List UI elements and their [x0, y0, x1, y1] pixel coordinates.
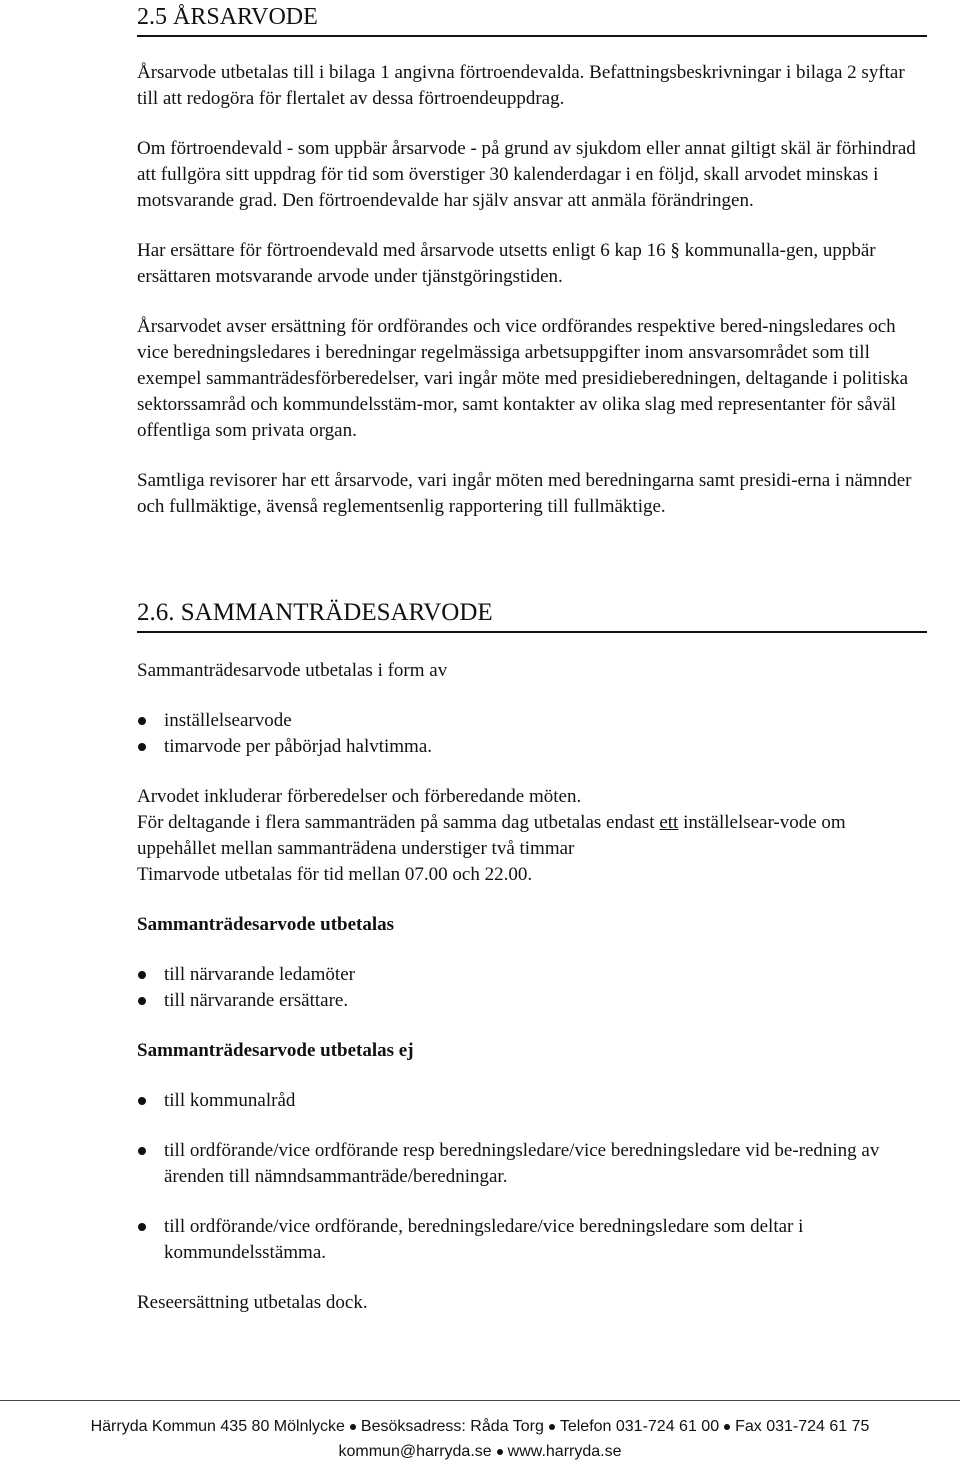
paragraph-arsarvode-intro: Årsarvode utbetalas till i bilaga 1 angivna förtroendevalda. Befattningsbeskrivningar i bilaga 2 syftar till att redogöra för flertalet av dessa förtroendeuppdrag.: [137, 62, 905, 109]
section-2-6: [137, 596, 927, 633]
footer-phone: Telefon 031-724 61 00: [559, 1418, 720, 1435]
bullet-icon: [724, 1424, 730, 1430]
paragraph-reseersattning: Reseersättning utbetalas dock.: [137, 1292, 368, 1313]
list-utbetalas-ej: [137, 1088, 917, 1266]
paragraph-flera-sammantraden: För deltagande i flera sammanträden på samma dag utbetalas endast ett inställelsear-vode om uppehållet mellan sammanträdena understiger två timmar: [137, 812, 846, 859]
footer-org: Härryda Kommun 435 80 Mölnlycke: [90, 1418, 345, 1435]
bullet-icon: [138, 971, 146, 979]
list-item: timarvode per påbörjad halvtimma.: [137, 734, 917, 760]
subheading-utbetalas-ej: Sammanträdesarvode utbetalas ej: [137, 1040, 414, 1061]
footer-divider: [0, 1400, 960, 1401]
section-2-5: [137, 0, 927, 37]
paragraph-form-intro: Sammanträdesarvode utbetalas i form av: [137, 660, 448, 681]
paragraph-timarvode-tid: Timarvode utbetalas för tid mellan 07.00 och 22.00.: [137, 864, 533, 885]
footer-fax: Fax 031-724 61 75: [735, 1418, 870, 1435]
section-heading-arsarvode: 2.5 ÅRSARVODE: [137, 0, 927, 37]
section-2-5-body: [137, 60, 917, 520]
list-item: till ordförande/vice ordförande resp beredningsledare/vice beredningsledare vid be-redning av ärenden till nämndsammanträde/beredningar.: [137, 1138, 917, 1190]
paragraph-arsarvodet-avser: Årsarvodet avser ersättning för ordförandes och vice ordförandes respektive bered-ningsledares och vice beredningsledares i beredningar regelmässiga arbetsuppgifter inom ansvarsområdet som till exempel sammanträdesförberedelser, vari ingår möte med presidieberedningen, deltagande i politiska sektorssamråd och kommundelsstäm-mor, samt kontakter av olika slag med representanter för såväl offentliga som privata organ.: [137, 316, 909, 441]
section-2-6-body: [137, 658, 917, 1316]
bullet-icon: [549, 1424, 555, 1430]
bullet-icon: [497, 1449, 503, 1455]
footer-contact: [0, 1443, 960, 1461]
paragraph-revisorer: Samtliga revisorer har ett årsarvode, vari ingår möten med beredningarna samt presidi-erna i nämnder och fullmäktige, ävenså reglementsenlig rapportering till fullmäktige.: [137, 470, 912, 517]
footer-web[interactable]: www.harryda.se: [507, 1443, 622, 1460]
list-item: till kommunalråd: [137, 1088, 917, 1114]
footer-email[interactable]: kommun@harryda.se: [338, 1443, 492, 1460]
paragraph-ersattare: Har ersättare för förtroendevald med årsarvode utsetts enligt 6 kap 16 § kommunalla-gen, uppbär ersättaren motsvarande arvode under tjänstgöringstiden.: [137, 240, 876, 287]
bullet-icon: [138, 743, 146, 751]
paragraph-inkluderar: Arvodet inkluderar förberedelser och förberedande möten.: [137, 786, 582, 807]
list-item: till närvarande ersättare.: [137, 988, 917, 1014]
list-utbetalas: [137, 962, 917, 1014]
bullet-icon: [138, 717, 146, 725]
bullet-icon: [138, 1223, 146, 1231]
paragraph-sjukdom: Om förtroendevald - som uppbär årsarvode - på grund av sjukdom eller annat giltigt skäl är förhindrad att fullgöra sitt uppdrag för tid som överstiger 30 kalenderdagar i en följd, skall arvodet minskas i motsvarande grad. Den förtroendevalde har själv ansvar att anmäla förändringen.: [137, 138, 916, 211]
subheading-utbetalas: Sammanträdesarvode utbetalas: [137, 914, 395, 935]
section-heading-sammantradesarvode: 2.6. SAMMANTRÄDESARVODE: [137, 596, 927, 633]
list-item: inställelsearvode: [137, 708, 917, 734]
footer-visit: Besöksadress: Råda Torg: [360, 1418, 544, 1435]
bullet-icon: [138, 1097, 146, 1105]
bullet-icon: [350, 1424, 356, 1430]
bullet-icon: [138, 1147, 146, 1155]
list-arvode-forms: [137, 708, 917, 760]
list-item: till ordförande/vice ordförande, beredningsledare/vice beredningsledare som deltar i kommundelsstämma.: [137, 1214, 917, 1266]
list-item: till närvarande ledamöter: [137, 962, 917, 988]
bullet-icon: [138, 997, 146, 1005]
footer-address: [0, 1418, 960, 1436]
